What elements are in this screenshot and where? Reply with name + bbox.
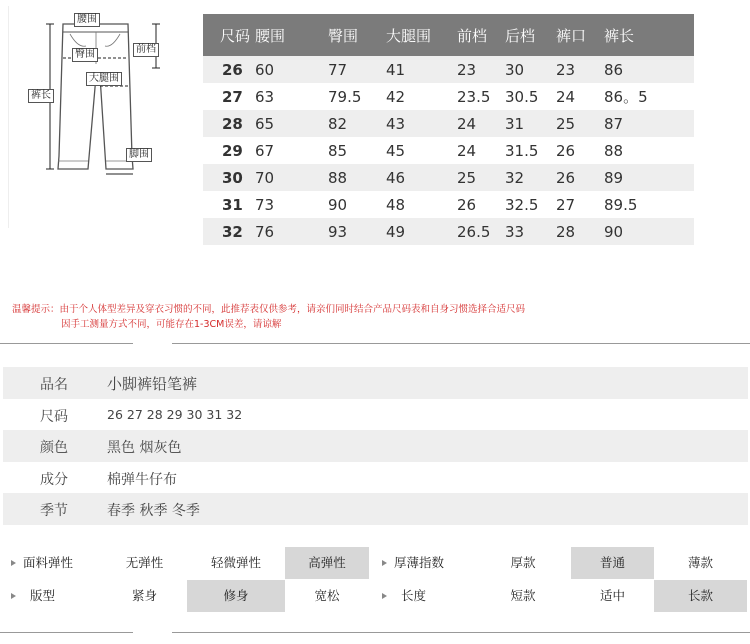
table-cell: 23 <box>457 56 505 83</box>
table-cell: 65 <box>255 110 328 137</box>
attr-option: 宽松 <box>314 588 340 603</box>
attr-option-selected: 长款 <box>654 580 747 612</box>
table-cell: 87 <box>604 110 694 137</box>
triangle-right-icon <box>382 560 387 566</box>
table-row <box>203 83 694 110</box>
table-cell: 23 <box>556 56 604 83</box>
header-back-rise: 后档 <box>505 14 556 56</box>
attr-label-text: 面料弹性 <box>23 555 74 570</box>
table-cell: 76 <box>255 218 328 245</box>
table-cell: 90 <box>604 218 694 245</box>
header-length: 裤长 <box>604 14 694 56</box>
pants-diagram <box>8 6 188 226</box>
attr-option: 适中 <box>599 588 625 603</box>
triangle-right-icon <box>382 593 387 599</box>
table-cell: 23.5 <box>457 87 491 106</box>
table-cell: 49 <box>386 218 457 245</box>
header-hem: 裤口 <box>556 14 604 56</box>
info-row-color <box>3 430 748 462</box>
table-cell: 24 <box>457 110 505 137</box>
table-cell: 88 <box>604 141 624 160</box>
attr-option-selected: 普通 <box>571 547 654 579</box>
attr-label-text: 版型 <box>30 588 56 603</box>
attr-option: 轻微弹性 <box>210 555 261 570</box>
info-value: 棉弹牛仔布 <box>107 471 177 488</box>
attr-option-selected: 修身 <box>187 580 285 612</box>
table-cell: 24 <box>457 141 477 160</box>
hip-label: 臀围 <box>72 48 98 62</box>
table-cell: 28 <box>556 218 604 245</box>
divider <box>0 343 133 344</box>
attr-option: 薄款 <box>687 555 713 570</box>
table-cell: 93 <box>328 218 386 245</box>
table-row <box>203 218 694 245</box>
table-cell: 30 <box>505 56 556 83</box>
table-cell: 41 <box>386 56 457 83</box>
table-cell: 27 <box>556 195 576 214</box>
header-thigh: 大腿围 <box>386 14 457 56</box>
table-cell: 43 <box>386 110 457 137</box>
table-cell: 27 <box>222 87 243 106</box>
table-cell: 77 <box>328 56 386 83</box>
table-cell: 26 <box>203 56 255 83</box>
table-cell: 25 <box>457 164 505 191</box>
pants-outline-icon <box>8 6 188 226</box>
divider <box>172 343 750 344</box>
info-value: 小脚裤铅笔裤 <box>107 375 198 393</box>
info-value: 26 27 28 29 30 31 32 <box>107 406 243 422</box>
info-key: 季节 <box>40 503 68 519</box>
table-cell: 25 <box>556 110 604 137</box>
table-cell: 26 <box>556 164 604 191</box>
info-key: 成分 <box>40 471 68 488</box>
attr-option: 短款 <box>510 588 536 603</box>
table-cell: 31.5 <box>505 141 539 160</box>
attr-label-text: 长度 <box>401 588 427 603</box>
table-cell: 82 <box>328 110 386 137</box>
table-cell: 32 <box>203 218 255 245</box>
table-cell: 88 <box>328 164 386 191</box>
length-label: 裤长 <box>28 89 54 103</box>
attr-option-selected: 高弹性 <box>285 547 369 579</box>
table-row <box>203 56 694 83</box>
table-cell: 86。5 <box>604 88 648 106</box>
info-value: 春季 秋季 冬季 <box>107 503 200 519</box>
attr-label-fit <box>11 580 101 612</box>
table-row <box>203 110 694 137</box>
info-row-name <box>3 367 748 399</box>
attr-label-thickness <box>382 547 472 579</box>
table-cell: 30 <box>203 164 255 191</box>
table-cell: 24 <box>556 87 576 106</box>
table-cell: 31 <box>505 110 556 137</box>
table-row <box>203 137 694 164</box>
info-key: 尺码 <box>40 408 68 425</box>
triangle-right-icon <box>11 593 16 599</box>
table-cell: 29 <box>222 141 243 160</box>
table-cell: 46 <box>386 164 457 191</box>
notice-line-2: 因手工测量方式不同，可能存在1-3CM误差，请谅解 <box>61 319 282 330</box>
header-front-rise: 前档 <box>457 14 505 56</box>
table-cell: 90 <box>328 195 348 214</box>
size-notice <box>12 302 525 332</box>
table-cell: 33 <box>505 218 556 245</box>
info-key: 品名 <box>40 377 68 393</box>
attr-option: 无弹性 <box>125 555 164 570</box>
info-row-material <box>3 462 748 494</box>
table-cell: 28 <box>203 110 255 137</box>
table-cell: 30.5 <box>505 87 539 106</box>
attr-label-elasticity <box>11 547 101 579</box>
table-cell: 89.5 <box>604 195 638 214</box>
info-value: 黑色 烟灰色 <box>107 440 182 456</box>
attr-option: 紧身 <box>131 588 157 603</box>
table-cell: 31 <box>222 195 243 214</box>
attr-option: 厚款 <box>510 555 536 570</box>
front-rise-label: 前档 <box>133 43 159 57</box>
table-cell: 26 <box>457 195 477 214</box>
hem-label: 脚围 <box>126 148 152 162</box>
table-cell: 67 <box>255 141 275 160</box>
table-cell: 32.5 <box>505 195 539 214</box>
table-cell: 48 <box>386 195 406 214</box>
header-hip: 臀围 <box>328 14 386 56</box>
table-cell: 70 <box>255 164 328 191</box>
table-cell: 79.5 <box>328 87 362 106</box>
size-table-header <box>203 14 694 56</box>
product-info <box>3 367 748 525</box>
table-cell: 63 <box>255 87 275 106</box>
divider <box>0 632 133 633</box>
size-table <box>203 14 694 245</box>
table-cell: 32 <box>505 164 556 191</box>
attr-label-text: 厚薄指数 <box>394 555 445 570</box>
attr-row-1 <box>3 547 723 579</box>
table-cell: 86 <box>604 56 694 83</box>
info-key: 颜色 <box>40 440 68 456</box>
info-row-size <box>3 399 748 431</box>
attr-label-length <box>382 580 472 612</box>
notice-line-1: 温馨提示：由于个人体型差异及穿衣习惯的不同，此推荐表仅供参考，请亲们同时结合产品尺码表和自身习惯选择合适尺码 <box>12 304 526 315</box>
header-waist: 腰围 <box>255 14 328 56</box>
table-row <box>203 164 694 191</box>
info-row-season <box>3 493 748 525</box>
thigh-label: 大腿围 <box>86 72 122 86</box>
table-cell: 89 <box>604 164 694 191</box>
header-size: 尺码 <box>203 14 255 56</box>
table-cell: 42 <box>386 87 406 106</box>
table-cell: 26 <box>556 141 576 160</box>
divider <box>172 632 750 633</box>
table-row <box>203 191 694 218</box>
triangle-right-icon <box>11 560 16 566</box>
attr-row-2 <box>3 580 723 612</box>
table-cell: 85 <box>328 141 348 160</box>
waist-label: 腰围 <box>74 13 100 27</box>
table-cell: 26.5 <box>457 218 505 245</box>
table-cell: 45 <box>386 141 406 160</box>
table-cell: 73 <box>255 195 275 214</box>
table-cell: 60 <box>255 56 328 83</box>
